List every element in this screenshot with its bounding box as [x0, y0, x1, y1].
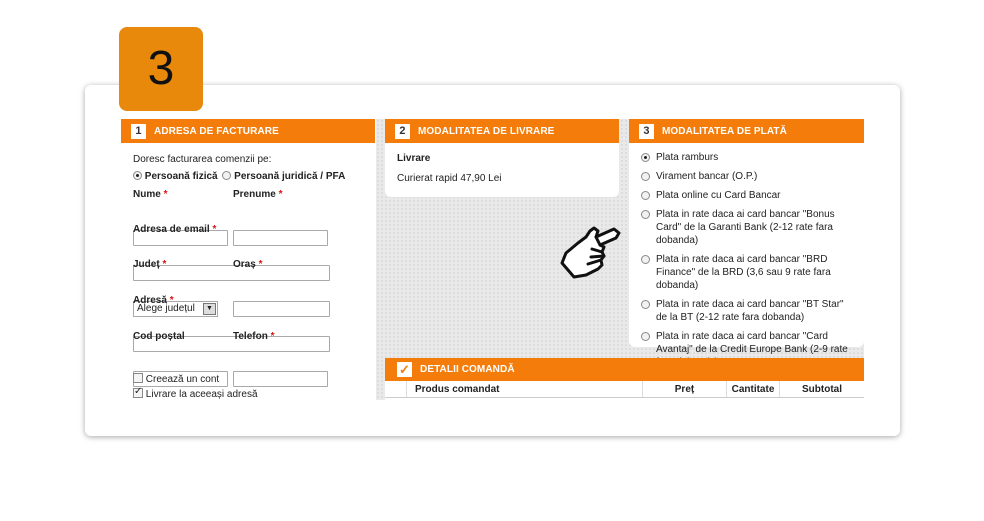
radio-physical-person-label: Persoană fizică [144, 171, 218, 182]
column-subtotal: Subtotal [802, 383, 842, 395]
payment-option-label: Plata in rate daca ai card bancar "BT Star" de la BT (2-12 rate fara dobanda) [656, 299, 844, 323]
payment-step-number: 3 [639, 124, 654, 139]
order-details-panel [385, 358, 864, 400]
delivery-panel [385, 119, 619, 197]
last-name-label-text: Prenume [233, 189, 276, 200]
payment-option[interactable] [641, 298, 852, 324]
same-address-checkbox[interactable] [133, 388, 143, 398]
chevron-down-icon[interactable]: ▼ [203, 303, 216, 315]
check-icon: ✓ [399, 361, 410, 377]
required-mark: * [258, 259, 263, 270]
payment-option[interactable] [641, 253, 852, 292]
payment-header [629, 119, 864, 143]
required-mark: * [169, 295, 174, 306]
county-label [133, 259, 166, 270]
payment-radio[interactable] [641, 255, 650, 264]
order-details-header [385, 358, 864, 381]
first-name-label-text: Nume [133, 189, 161, 200]
billing-panel [121, 119, 375, 400]
column-product: Produs comandat [407, 381, 643, 397]
last-name-input[interactable] [233, 230, 328, 246]
phone-label [233, 331, 275, 342]
county-label-text: Județ [133, 259, 160, 270]
payment-option[interactable] [641, 189, 852, 202]
column-price: Preț [643, 381, 727, 397]
address-label [133, 295, 174, 306]
city-input[interactable] [233, 301, 330, 317]
city-label-text: Oraș [233, 259, 256, 270]
payment-option[interactable] [641, 151, 852, 164]
required-mark: * [163, 189, 168, 200]
billing-header [121, 119, 375, 143]
billing-title: ADRESA DE FACTURARE [154, 125, 279, 137]
step-number-badge: 3 [119, 27, 203, 111]
payment-title: MODALITATEA DE PLATĂ [662, 125, 787, 137]
payment-option-label: Plata in rate daca ai card bancar "BRD Finance" de la BRD (3,6 sau 9 rate fara dobanda) [656, 254, 831, 291]
radio-company-label: Persoană juridică / PFA [234, 171, 346, 182]
payment-option-label: Virament bancar (O.P.) [656, 171, 758, 182]
required-mark: * [270, 331, 275, 342]
delivery-step-number: 2 [395, 124, 410, 139]
order-table-header [385, 381, 864, 398]
delivery-option[interactable]: Curierat rapid 47,90 Lei [397, 173, 502, 184]
delivery-heading: Livrare [397, 153, 431, 164]
column-quantity: Cantitate [727, 381, 780, 397]
required-mark: * [278, 189, 283, 200]
first-name-label [133, 189, 167, 200]
payment-panel [629, 119, 864, 355]
payment-body [629, 143, 864, 369]
same-address-label: Livrare la aceeași adresă [145, 389, 258, 400]
payment-option-label: Plata in rate daca ai card bancar "Bonus Card" de la Garanti Bank (2-12 rate fara dobanda) [656, 209, 835, 246]
payment-option[interactable] [641, 170, 852, 183]
email-label [133, 224, 216, 235]
payment-option-label: Plata in rate daca ai card bancar "Card Avantaj" de la Credit Europe Bank (2-9 rate [656, 331, 848, 355]
email-label-text: Adresa de email [133, 224, 210, 235]
billing-prompt: Doresc facturarea comenzii pe: [133, 154, 272, 165]
pointing-hand-icon [556, 219, 622, 281]
order-details-title: DETALII COMANDĂ [420, 364, 515, 375]
payment-radio[interactable] [641, 332, 650, 341]
payment-radio[interactable] [641, 153, 650, 162]
same-address-row [133, 388, 258, 400]
payment-option[interactable] [641, 208, 852, 247]
payment-radio[interactable] [641, 191, 650, 200]
address-label-text: Adresă [133, 295, 167, 306]
create-account-row [133, 373, 219, 385]
county-select-value: Alege județul [137, 303, 195, 314]
radio-company[interactable] [222, 171, 231, 180]
create-account-label: Creează un cont [145, 374, 220, 385]
delivery-header [385, 119, 619, 143]
payment-option-label: Plata online cu Card Bancar [656, 190, 781, 201]
payment-radio[interactable] [641, 300, 650, 309]
payment-option-label: Plata ramburs [656, 152, 719, 163]
last-name-label [233, 189, 282, 200]
create-account-checkbox[interactable] [133, 373, 143, 383]
payment-radio[interactable] [641, 172, 650, 181]
city-label [233, 259, 262, 270]
delivery-title: MODALITATEA DE LIVRARE [418, 125, 555, 137]
billing-step-number: 1 [131, 124, 146, 139]
required-mark: * [212, 224, 217, 235]
table-header-spacer [385, 381, 407, 397]
payment-radio[interactable] [641, 210, 650, 219]
person-type-radio-group [133, 171, 345, 182]
required-mark: * [162, 259, 167, 270]
phone-input[interactable] [233, 371, 328, 387]
postal-code-label: Cod poștal [133, 331, 185, 342]
billing-body [121, 143, 375, 400]
phone-label-text: Telefon [233, 331, 268, 342]
radio-physical-person[interactable] [133, 171, 142, 180]
delivery-body [385, 143, 619, 194]
